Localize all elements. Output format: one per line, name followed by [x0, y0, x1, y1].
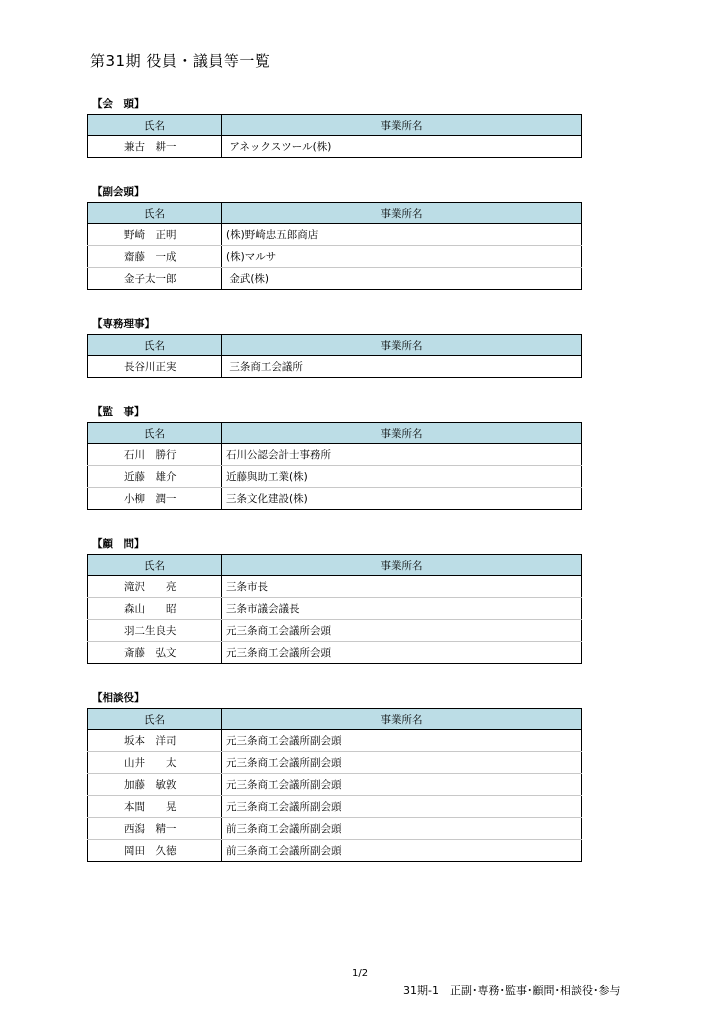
organization-name: 元三条商工会議所会頭 — [222, 620, 582, 642]
advisors-table — [87, 554, 582, 664]
table-row — [88, 774, 582, 796]
name-column-header: 氏名 — [88, 203, 222, 224]
organization-name: 元三条商工会議所副会頭 — [222, 796, 582, 818]
org-column-header: 事業所名 — [222, 423, 582, 444]
person-name: 金子太一郎 — [88, 268, 222, 290]
person-name: 岡田 久徳 — [88, 840, 222, 862]
counselors-table — [87, 708, 582, 862]
table-row — [88, 246, 582, 268]
organization-name: アネックスツール(株) — [222, 136, 582, 158]
person-name: 山井 太 — [88, 752, 222, 774]
organization-name: 元三条商工会議所副会頭 — [222, 752, 582, 774]
table-row — [88, 488, 582, 510]
table-row — [88, 466, 582, 488]
table-row — [88, 444, 582, 466]
person-name: 西潟 精一 — [88, 818, 222, 840]
table-row — [88, 818, 582, 840]
person-name: 石川 勝行 — [88, 444, 222, 466]
section-heading-counselors: 【相談役】 — [92, 692, 145, 704]
table-row — [88, 268, 582, 290]
person-name: 野崎 正明 — [88, 224, 222, 246]
page-number: 1/2 — [352, 968, 369, 979]
table-header-row — [88, 423, 582, 444]
person-name: 羽二生良夫 — [88, 620, 222, 642]
table-row — [88, 224, 582, 246]
table-header-row — [88, 709, 582, 730]
table-row — [88, 598, 582, 620]
vice-president-table — [87, 202, 582, 290]
table-row — [88, 642, 582, 664]
person-name: 小柳 潤一 — [88, 488, 222, 510]
person-name: 齋藤 一成 — [88, 246, 222, 268]
footer-note: 31期-1 正副･専務･監事･顧問･相談役･参与 — [403, 984, 621, 997]
name-column-header: 氏名 — [88, 423, 222, 444]
section-heading-advisors: 【顧 問】 — [92, 538, 145, 550]
section-heading-executive-director: 【専務理事】 — [92, 318, 155, 330]
table-row — [88, 752, 582, 774]
table-header-row — [88, 115, 582, 136]
table-header-row — [88, 555, 582, 576]
person-name: 本間 晃 — [88, 796, 222, 818]
table-header-row — [88, 335, 582, 356]
organization-name: 三条市長 — [222, 576, 582, 598]
organization-name: 石川公認会計士事務所 — [222, 444, 582, 466]
org-column-header: 事業所名 — [222, 335, 582, 356]
org-column-header: 事業所名 — [222, 115, 582, 136]
table-row — [88, 576, 582, 598]
person-name: 滝沢 亮 — [88, 576, 222, 598]
table-row — [88, 796, 582, 818]
section-heading-auditors: 【監 事】 — [92, 406, 145, 418]
name-column-header: 氏名 — [88, 115, 222, 136]
auditors-table — [87, 422, 582, 510]
organization-name: (株)マルサ — [222, 246, 582, 268]
organization-name: (株)野崎忠五郎商店 — [222, 224, 582, 246]
table-row — [88, 840, 582, 862]
name-column-header: 氏名 — [88, 555, 222, 576]
org-column-header: 事業所名 — [222, 203, 582, 224]
executive-director-table — [87, 334, 582, 378]
org-column-header: 事業所名 — [222, 709, 582, 730]
organization-name: 元三条商工会議所副会頭 — [222, 774, 582, 796]
org-column-header: 事業所名 — [222, 555, 582, 576]
person-name: 兼古 耕一 — [88, 136, 222, 158]
table-row — [88, 730, 582, 752]
table-row — [88, 356, 582, 378]
table-header-row — [88, 203, 582, 224]
page-title: 第31期 役員・議員等一覧 — [90, 52, 271, 70]
section-heading-president: 【会 頭】 — [92, 98, 145, 110]
name-column-header: 氏名 — [88, 709, 222, 730]
organization-name: 前三条商工会議所副会頭 — [222, 840, 582, 862]
organization-name: 三条市議会議長 — [222, 598, 582, 620]
table-row — [88, 620, 582, 642]
table-row — [88, 136, 582, 158]
organization-name: 三条商工会議所 — [222, 356, 582, 378]
organization-name: 元三条商工会議所会頭 — [222, 642, 582, 664]
name-column-header: 氏名 — [88, 335, 222, 356]
person-name: 長谷川正実 — [88, 356, 222, 378]
organization-name: 元三条商工会議所副会頭 — [222, 730, 582, 752]
person-name: 近藤 雄介 — [88, 466, 222, 488]
organization-name: 三条文化建設(株) — [222, 488, 582, 510]
section-heading-vice-president: 【副会頭】 — [92, 186, 145, 198]
person-name: 加藤 敏敦 — [88, 774, 222, 796]
organization-name: 近藤與助工業(株) — [222, 466, 582, 488]
person-name: 森山 昭 — [88, 598, 222, 620]
person-name: 坂本 洋司 — [88, 730, 222, 752]
organization-name: 金武(株) — [222, 268, 582, 290]
president-table — [87, 114, 582, 158]
person-name: 斎藤 弘文 — [88, 642, 222, 664]
organization-name: 前三条商工会議所副会頭 — [222, 818, 582, 840]
